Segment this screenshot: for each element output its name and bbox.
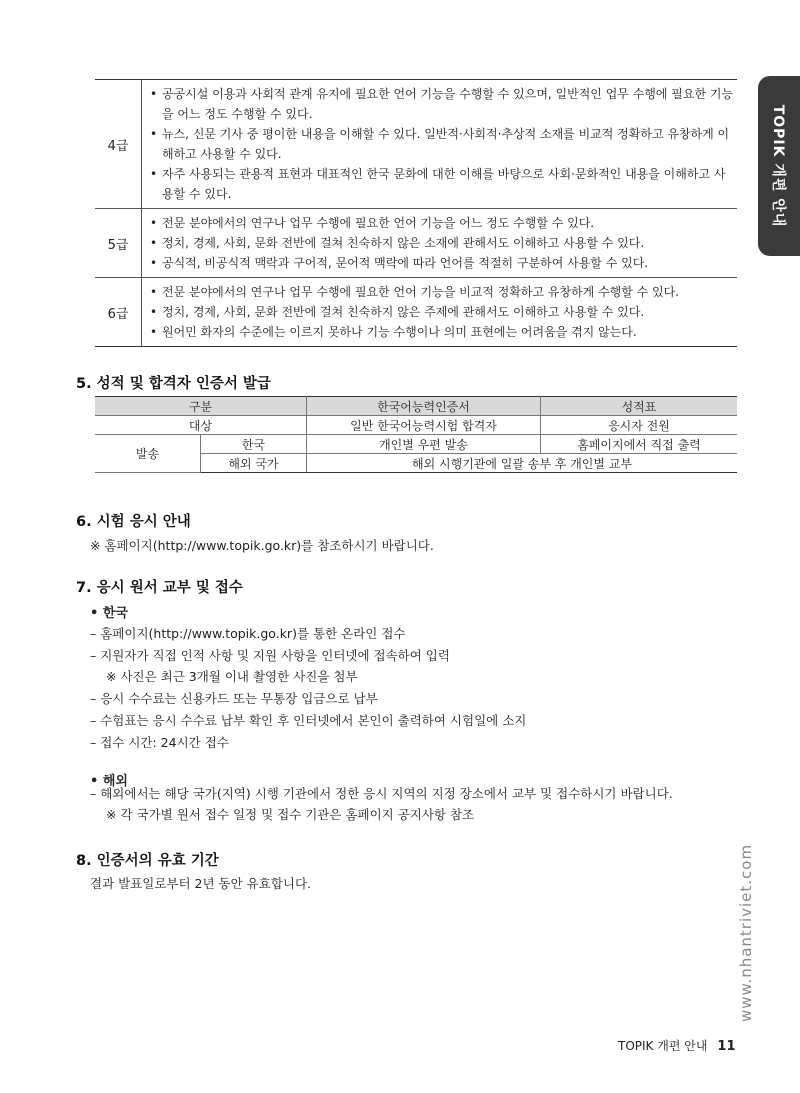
abroad-subheading: • 해외: [90, 774, 128, 789]
korea-line: – 지원자가 직접 인적 사항 및 지원 사항을 인터넷에 접속하여 입력: [90, 648, 450, 663]
level-item: • 전문 분야에서의 연구나 업무 수행에 필요한 언어 기능을 어느 정도 수행할 수 있다.: [150, 213, 737, 233]
side-tab-label: TOPIK 개편 안내: [770, 104, 786, 228]
header-category: 구분: [95, 397, 307, 416]
korea-line: – 홈페이지(http://www.topik.go.kr)를 통한 온라인 접수: [90, 626, 406, 641]
section-5-title: 5. 성적 및 합격자 인증서 발급: [76, 376, 271, 392]
abroad-line: – 해외에서는 해당 국가(지역) 시행 기관에서 정한 응시 지역의 지정 장소에서 교부 및 접수하시기 바랍니다.: [90, 786, 673, 801]
korea-line: ※ 사진은 최근 3개월 이내 촬영한 사진을 첨부: [106, 669, 358, 684]
row-label-target: 대상: [95, 416, 307, 435]
certificate-issue-table: [95, 396, 737, 473]
level-item: • 정치, 경제, 사회, 문화 전반에 걸쳐 친숙하지 않은 주제에 관해서도 이해하고 사용할 수 있다.: [150, 302, 737, 322]
korea-line: – 접수 시간: 24시간 접수: [90, 735, 229, 750]
page-footer: [618, 1037, 736, 1054]
section-6-title: 6. 시험 응시 안내: [76, 514, 191, 530]
korea-subheading: • 한국: [90, 606, 128, 621]
abroad-line: ※ 각 국가별 원서 접수 일정 및 접수 기관은 홈페이지 공지사항 참조: [106, 807, 475, 822]
level-description-table: [95, 79, 737, 347]
row-label-korea: 한국: [201, 435, 307, 454]
table-header-row: [95, 397, 737, 416]
level-label: 4급: [95, 80, 142, 209]
level-label: 6급: [95, 278, 142, 347]
level-label: 5급: [95, 209, 142, 278]
level-item: • 자주 사용되는 관용적 표현과 대표적인 한국 문화에 대한 이해를 바탕으로 사회·문화적인 내용을 이해하고 사용할 수 있다.: [150, 164, 737, 204]
cell-korea-certificate: 개인별 우편 발송: [307, 435, 541, 454]
section-8-title: 8. 인증서의 유효 기간: [76, 853, 219, 869]
level-item: • 원어민 화자의 수준에는 이르지 못하나 기능 수행이나 의미 표현에는 어려움을 겪지 않는다.: [150, 322, 737, 342]
level-row: [95, 80, 737, 209]
row-label-issue: 발송: [95, 435, 201, 473]
level-item: • 전문 분야에서의 연구나 업무 수행에 필요한 언어 기능을 비교적 정확하고 유창하게 수행할 수 있다.: [150, 282, 737, 302]
level-item: • 공공시설 이용과 사회적 관계 유지에 필요한 언어 기능을 수행할 수 있으며, 일반적인 업무 수행에 필요한 기능을 어느 정도 수행할 수 있다.: [150, 84, 737, 124]
section-6-note: ※ 홈페이지(http://www.topik.go.kr)를 참조하시기 바랍니다.: [90, 538, 434, 553]
level-row: [95, 278, 737, 347]
section-7-title: 7. 응시 원서 교부 및 접수: [76, 580, 243, 596]
table-row: [95, 416, 737, 435]
header-certificate: 한국어능력인증서: [307, 397, 541, 416]
section-8-text: 결과 발표일로부터 2년 동안 유효합니다.: [90, 876, 312, 891]
level-row: [95, 209, 737, 278]
korea-line: – 수험표는 응시 수수료 납부 확인 후 인터넷에서 본인이 출력하여 시험일에 소지: [90, 713, 527, 728]
level-item: • 뉴스, 신문 기사 중 평이한 내용을 이해할 수 있다. 일반적·사회적·추상적 소재를 비교적 정확하고 유창하게 이해하고 사용할 수 있다.: [150, 124, 737, 164]
watermark: www.nhantriviet.com: [737, 843, 755, 1022]
side-section-tab: [758, 76, 800, 256]
row-label-abroad: 해외 국가: [201, 454, 307, 473]
cell-korea-score: 홈페이지에서 직접 출력: [540, 435, 737, 454]
korea-line: – 응시 수수료는 신용카드 또는 무통장 입금으로 납부: [90, 691, 378, 706]
cell-target-certificate: 일반 한국어능력시험 합격자: [307, 416, 541, 435]
level-item: • 공식적, 비공식적 맥락과 구어적, 문어적 맥락에 따라 언어를 적절히 구분하여 사용할 수 있다.: [150, 253, 737, 273]
cell-abroad-value: 해외 시행기관에 일괄 송부 후 개인별 교부: [307, 454, 738, 473]
cell-target-score: 응시자 전원: [540, 416, 737, 435]
header-score-report: 성적표: [540, 397, 737, 416]
table-row: [95, 435, 737, 454]
footer-label: TOPIK 개편 안내: [618, 1039, 708, 1053]
page-number: 11: [717, 1039, 736, 1054]
level-item: • 정치, 경제, 사회, 문화 전반에 걸쳐 친숙하지 않은 소재에 관해서도 이해하고 사용할 수 있다.: [150, 233, 737, 253]
